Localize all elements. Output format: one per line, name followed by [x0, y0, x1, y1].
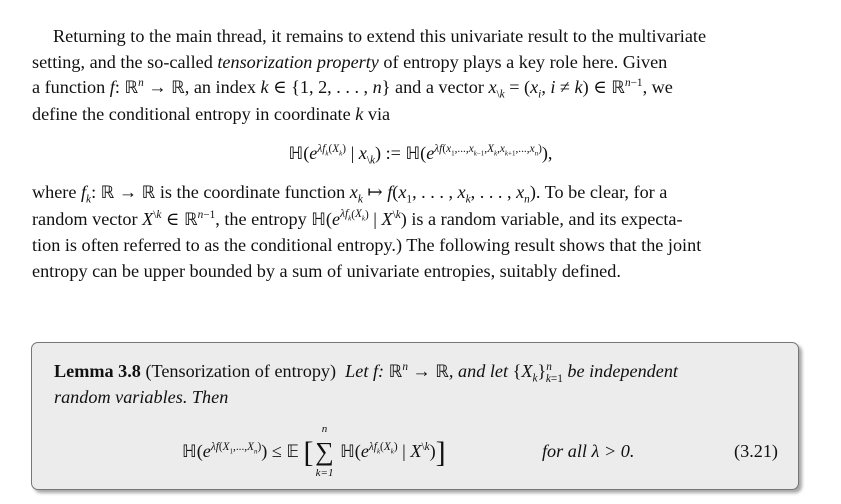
lemma-line2: random variables. Then	[54, 387, 229, 407]
para1-emphasis: tensorization property	[217, 51, 379, 72]
para1-line1: Returning to the main thread, it remains to extend this univariate result to the multivariate	[53, 26, 707, 46]
para2-line1: where $f_k$: ℝ → ℝ is the coordinate function $x_k$ ↦ $f(x_1$, . . . , $x_k$, . . . , $x_n$). To be clear, for a	[32, 182, 668, 206]
lemma-name: (Tensorization of entropy)	[145, 361, 337, 381]
para2-line4: entropy can be upper bounded by a sum of univariate entropies, suitably defined.	[32, 260, 621, 281]
lemma-equation	[32, 423, 798, 479]
equation-body: $ℍ(e^{\lambda f(X_1,...,X_n)})$ ≤ 𝔼 [ n ∑ k=1 $ℍ(e^{\lambda f_k(X_k)}$ | $X^{\backslash k}$)]	[182, 423, 446, 479]
para1-line4: define the conditional entropy in coordinate k via	[32, 103, 391, 124]
paragraph-1	[32, 24, 798, 127]
sum-operator: n ∑ k=1	[315, 423, 334, 479]
paragraph-2	[32, 180, 798, 284]
para2-line2: random vector $X^{\backslash k}$ ∈ ℝ$^{n-1}$, the entropy $ℍ(e^{\lambda f_k(X_k)}$ | $X^{\backslash k}$) is a random variable, and its expecta-	[32, 208, 683, 230]
equation-condition: for all λ > 0.	[542, 441, 635, 461]
para1-line2: setting, and the so-called tensorization property of entropy plays a key role here. Given	[32, 51, 668, 72]
lemma-title: Lemma 3.8	[54, 361, 141, 381]
para2-line3: tion is often referred to as the conditional entropy.) The following result shows that the joint	[32, 235, 702, 255]
display-equation: $ℍ(e^{\lambda f_k(X_k)}$ | $x_{\backslash k}$) := $ℍ(e^{\lambda f(x_1,...,x_{k-1},X_k,x_{k+1},...,x_n)})$,	[288, 142, 553, 167]
equation-number: (3.21)	[734, 441, 778, 461]
lemma-line1: Let f	[345, 361, 379, 381]
lemma-statement: Lemma 3.8 (Tensorization of entropy) Let f: ℝ$^n$ → ℝ, and let $\{X_k\}^n_{k=1}$ be independent random variables. Then	[54, 360, 678, 407]
lemma-box	[31, 342, 799, 490]
para1-line3: a function f: ℝ$^n$ → ℝ, an index k ∈ {1, 2, . . . , n} and a vector $x_{\backslash k} = (x_i$, i ≠ k) ∈ ℝ$^{n-1}$, we	[32, 76, 673, 101]
